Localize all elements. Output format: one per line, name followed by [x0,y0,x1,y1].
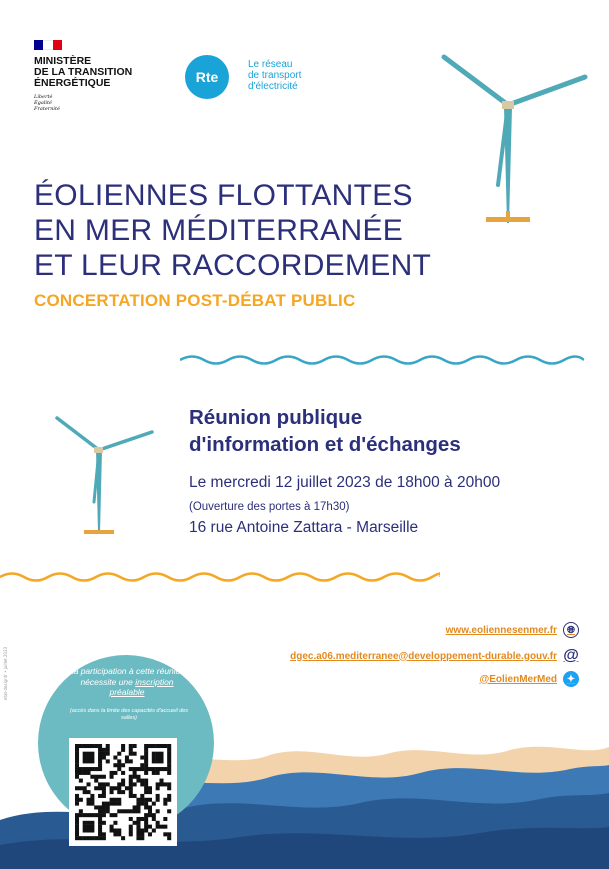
wave-divider-teal [180,353,584,367]
website-link[interactable] [446,622,579,638]
page-title: ÉOLIENNES FLOTTANTES EN MER MÉDITERRANÉE ET LEUR RACCORDEMENT [34,179,432,282]
meeting-opening-time: (Ouverture des portes à 17h30) [189,501,350,513]
meeting-date: Le mercredi 12 juillet 2023 de 18h00 à 20h00 [189,474,501,491]
twitter-link[interactable] [479,671,579,687]
email-link[interactable] [290,648,579,664]
twitter-bird-icon: ✦ [563,671,579,687]
republic-motto: Liberté Égalité Fraternité [34,94,60,112]
page-subtitle: CONCERTATION POST-DÉBAT PUBLIC [34,291,356,310]
registration-link[interactable]: inscription préalable [109,676,174,697]
wind-turbine-large-icon [430,45,600,235]
ministry-name: MINISTÈRE DE LA TRANSITION ÉNERGÉTIQUE [34,55,133,89]
email-link-text[interactable]: dgec.a06.mediterranee@developpement-durable.gouv.fr [290,650,557,662]
registration-text: La participation à cette réunion nécessite une inscription préalable [68,666,186,697]
rte-logo: Rte [185,55,229,99]
meeting-title: Réunion publique d'information et d'échanges [189,406,461,456]
website-link-text[interactable]: www.eoliennesenmer.fr [445,624,557,636]
credit-line: etat-designfr • juillet 2023 [3,646,8,700]
meeting-address: 16 rue Antoine Zattara - Marseille [189,519,419,536]
globe-icon: 🌐︎ [563,622,579,638]
twitter-link-text[interactable]: @EolienMerMed [479,673,557,685]
rte-tagline: Le réseau de transport d'électricité [248,59,302,92]
qr-code[interactable] [69,738,177,846]
french-flag-icon [34,40,62,50]
ministry-logo [34,40,164,112]
at-sign-icon: @ [563,647,579,664]
wave-divider-orange [0,570,440,584]
qr-code-icon [69,738,177,846]
registration-note: (accès dans la limite des capacités d'accueil des salles) [69,708,189,721]
wind-turbine-small-icon [52,410,162,540]
